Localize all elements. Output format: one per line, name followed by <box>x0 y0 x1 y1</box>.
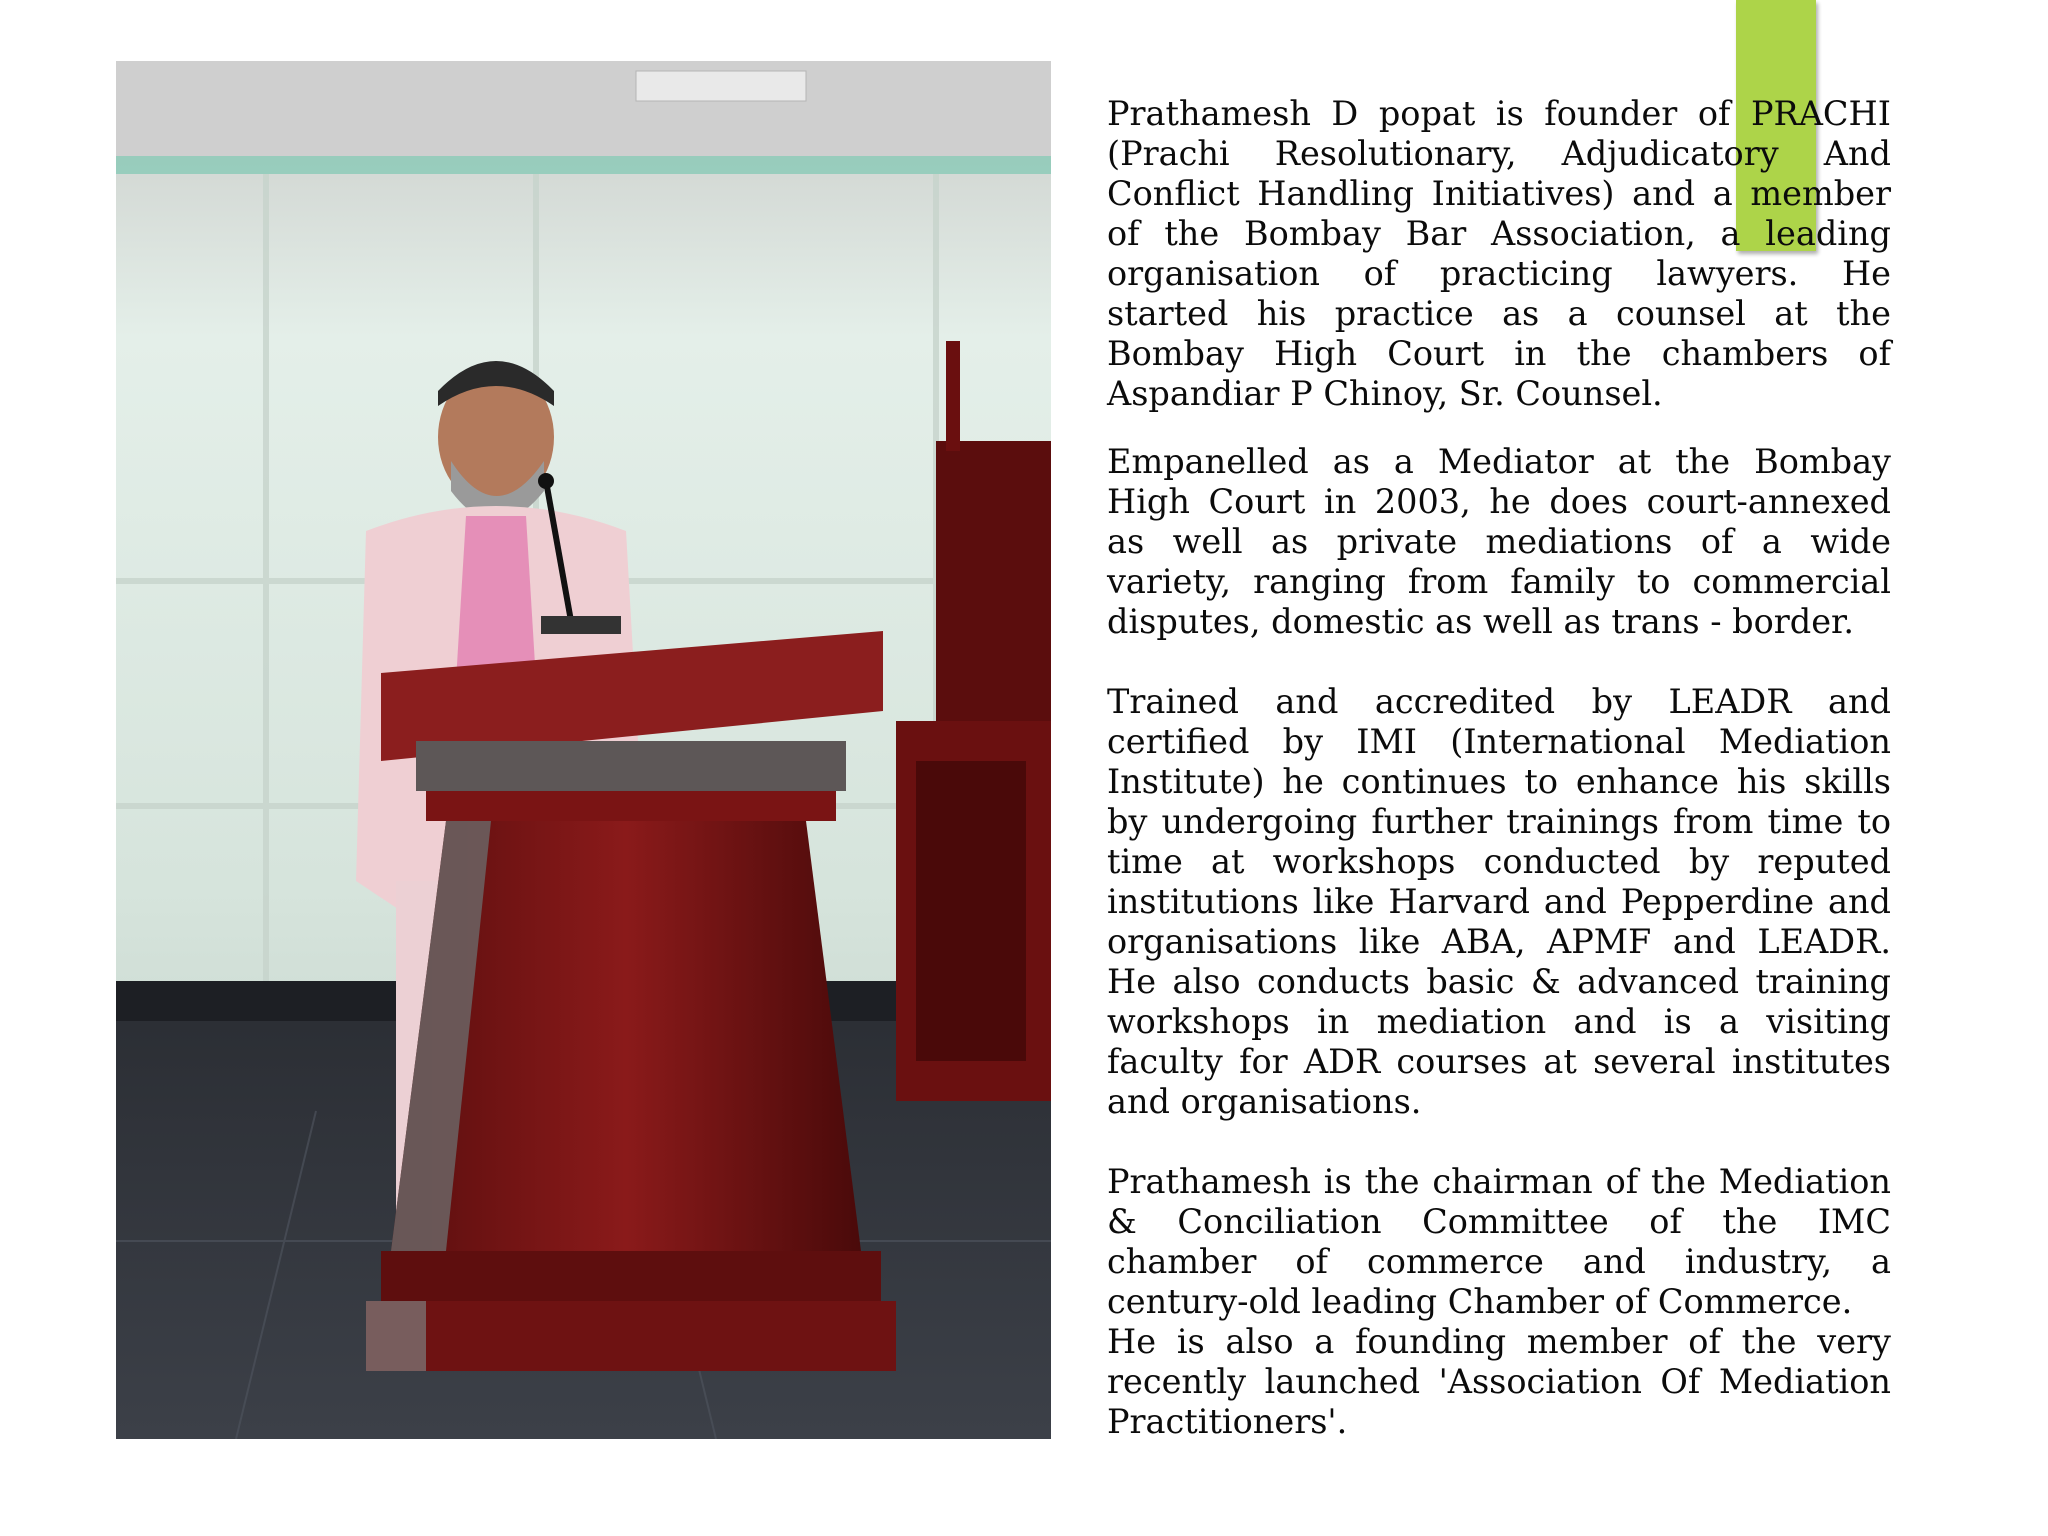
bio-paragraph-chairman: Prathamesh is the chairman of the Mediation & Conciliation Committee of the IMC chamber of commerce and industry, a century-old leading Chamber of Commerce. <box>1107 1162 1891 1321</box>
bio-paragraph-training: Trained and accredited by LEADR and certified by IMI (International Mediation Institute) he continues to enhance his skills by undergoing further trainings from time to time at workshops conducted by reputed institutions like Harvard and Pepperdine and organisations like ABA, APMF and LEADR. He also conducts basic & advanced training workshops in mediation and is a visiting faculty for ADR courses at several institutes and organisations. <box>1107 682 1891 1121</box>
bio-paragraph-founder: Prathamesh D popat is founder of PRACHI (Prachi Resolutionary, Adjudicatory And Conflict Handling Initiatives) and a member of the Bombay Bar Association, a leading organisation of practicing lawyers. He started his practice as a counsel at the Bombay High Court in the chambers of Aspandiar P Chinoy, Sr. Counsel. <box>1107 94 1891 413</box>
bio-paragraph-founding-member: He is also a founding member of the very recently launched 'Association Of Mediation Practitioners'. <box>1107 1322 1891 1441</box>
bio-paragraph-mediator: Empanelled as a Mediator at the Bombay High Court in 2003, he does court-annexed as well as private mediations of a wide variety, ranging from family to commercial disputes, domestic as well as trans - border. <box>1107 442 1891 641</box>
speaker-at-podium-image <box>116 61 1051 1439</box>
bio-text-block <box>1107 94 1891 1442</box>
speaker-photo <box>116 61 1051 1439</box>
